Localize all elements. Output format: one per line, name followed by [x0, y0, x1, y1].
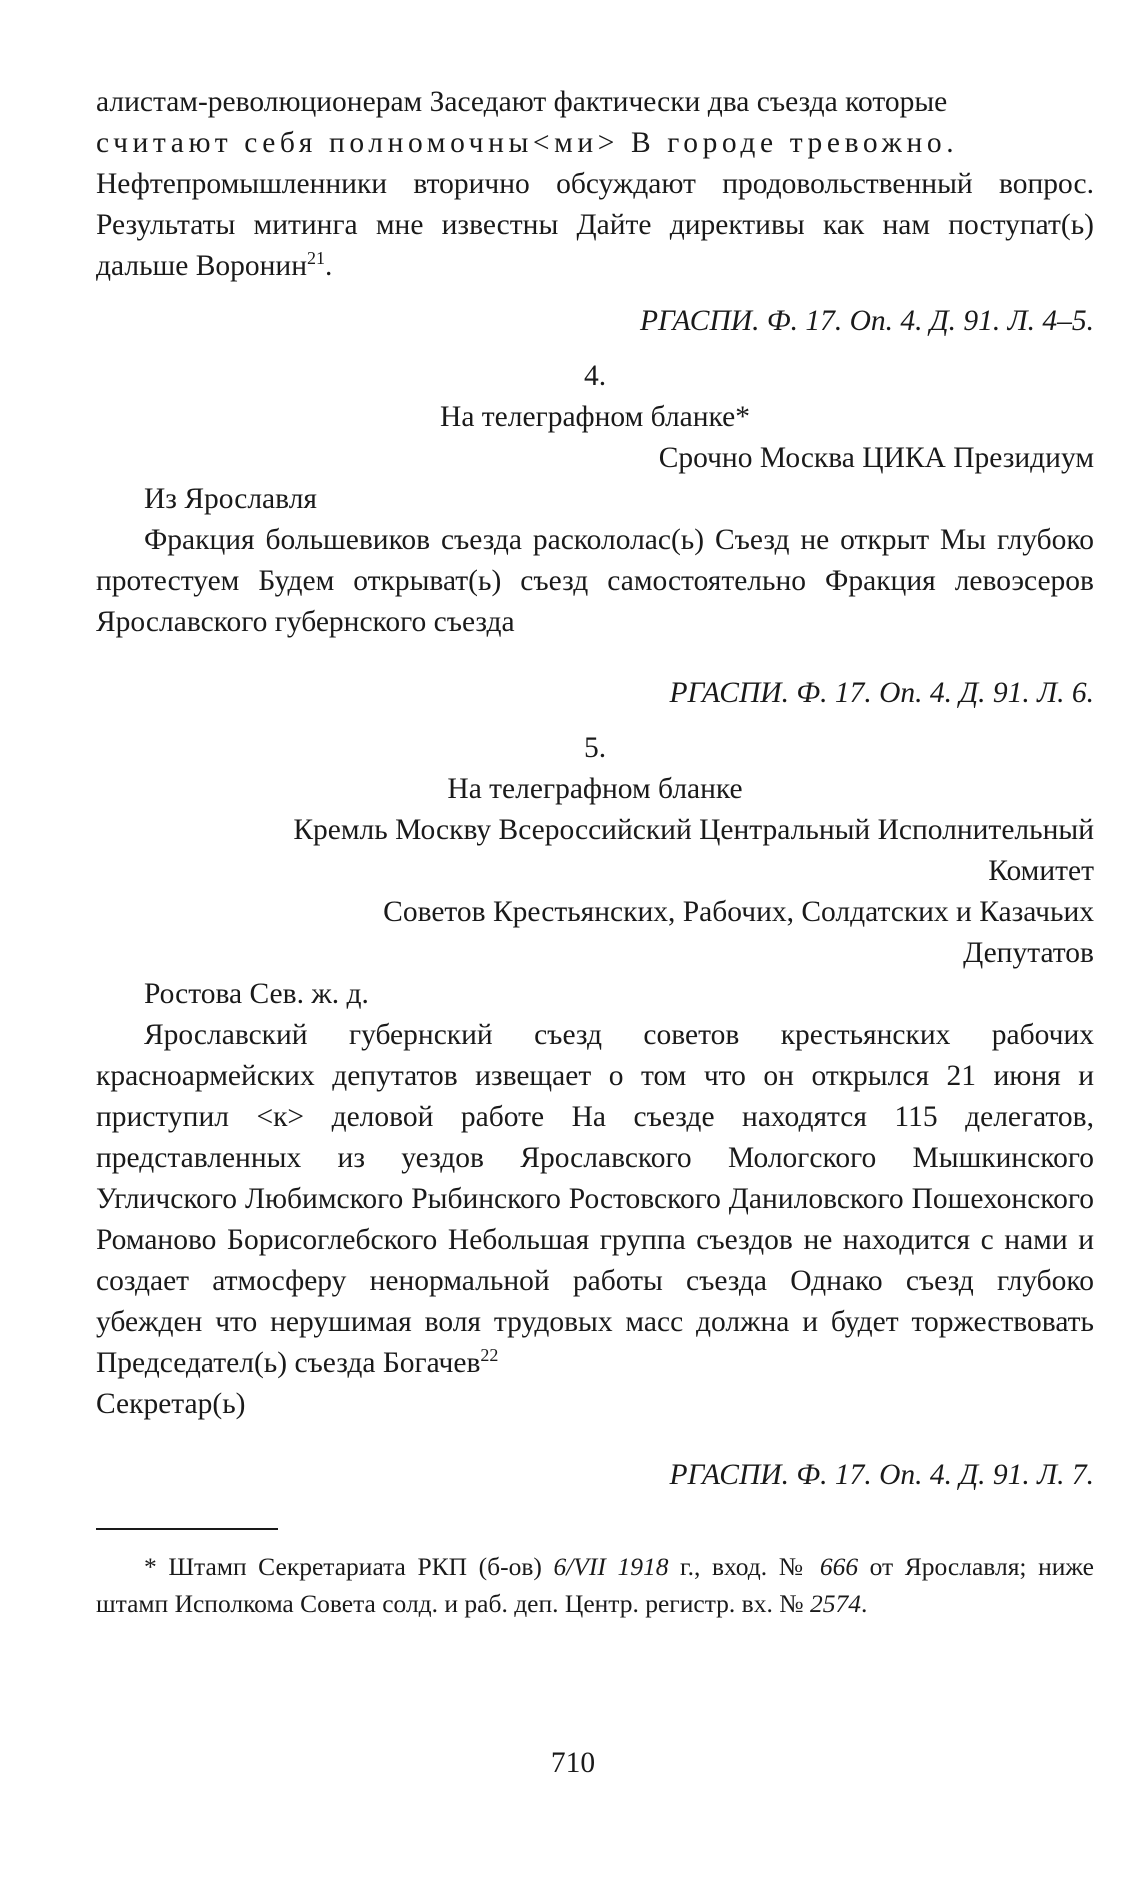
doc3-source: РГАСПИ. Ф. 17. Оп. 4. Д. 91. Л. 4–5. — [639, 305, 1094, 337]
doc3-text — [96, 164, 1094, 287]
doc4-address: Срочно Москва ЦИКА Президиум — [658, 442, 1094, 474]
footnote — [96, 1548, 1094, 1622]
doc5-heading: На телеграфном бланке — [447, 773, 743, 805]
doc5-number: 5. — [583, 732, 607, 764]
doc5-body-text — [96, 1015, 1094, 1384]
doc5-address-line-1: Кремль Москву Всероссийский Центральный Исполнительный — [293, 814, 1094, 846]
document-4 — [96, 356, 1094, 714]
doc4-number: 4. — [583, 360, 607, 392]
page-content — [96, 82, 1094, 1622]
doc3-rest: Нефтепромышленники вторично обсуждают продовольственный вопрос. Результаты митинга мне известны Дайте директивы как нам поступат(ь) дальше Воронин — [96, 168, 1094, 282]
doc4-heading: На телеграфном бланке* — [440, 401, 750, 433]
doc4-source: РГАСПИ. Ф. 17. Оп. 4. Д. 91. Л. 6. — [669, 677, 1094, 709]
document-3 — [96, 82, 1094, 342]
footnote-entry-number: 666 — [819, 1552, 859, 1581]
footnote-end: . — [860, 1589, 868, 1618]
footnote-date: 6/VII 1918 — [553, 1552, 669, 1581]
doc5-address-line-2: Комитет — [988, 855, 1094, 887]
doc5-address-line-4: Депутатов — [963, 937, 1094, 969]
doc3-end: . — [325, 250, 333, 282]
doc5-address-line-3: Советов Крестьянских, Рабочих, Солдатских и Казачьих — [383, 896, 1094, 928]
doc4-from: Из Ярославля — [144, 483, 317, 515]
doc5-secretary: Секретар(ь) — [96, 1388, 246, 1420]
document-5 — [96, 728, 1094, 1496]
footnote-divider — [96, 1528, 278, 1530]
doc5-source: РГАСПИ. Ф. 17. Оп. 4. Д. 91. Л. 7. — [669, 1459, 1094, 1491]
doc4-body: Фракция большевиков съезда раскололас(ь) Съезд не открыт Мы глубоко протестуем Будем открыват(ь) съезд самостоятельно Фракция левоэсеров Ярославского губернского съезда — [96, 524, 1094, 638]
footnote-part-2: г., вход. № — [668, 1552, 820, 1581]
doc3-note-ref: 21 — [307, 248, 326, 269]
doc5-body: Ярославский губернский съезд советов крестьянских рабочих красноармейских депутатов извещает о том что он открылся 21 июня и приступил <к> деловой работе На съезде находятся 115 делегатов, представленных из уездов Ярославского Мологского Мышкинского Угличского Любимского Рыбинского Ростовского Даниловского Пошехонского Романово Борисоглебского Небольшая группа съездов не находится с нами и создает атмосферу ненормальной работы съезда Однако съезд глубоко убежден что нерушимая воля трудовых масс должна и будет торжествовать Председател(ь) съезда Богачев — [96, 1019, 1094, 1379]
footnote-part-3: от Ярославля; ниже штамп Исполкома Совета солд. и раб. деп. Центр. регистр. вх. № — [96, 1552, 1094, 1618]
doc5-note-ref: 22 — [480, 1345, 499, 1366]
doc3-line-2: считают себя полномочны<ми> В городе тревожно. — [96, 127, 959, 159]
footnote-register-number: 2574 — [809, 1589, 861, 1618]
doc3-line-1: алистам-революционерам Заседают фактически два съезда которые — [96, 86, 948, 118]
page-number: 710 — [550, 1747, 596, 1779]
doc5-from: Ростова Сев. ж. д. — [144, 978, 369, 1010]
footnote-part-1: * Штамп Секретариата РКП (б-ов) — [144, 1552, 554, 1581]
